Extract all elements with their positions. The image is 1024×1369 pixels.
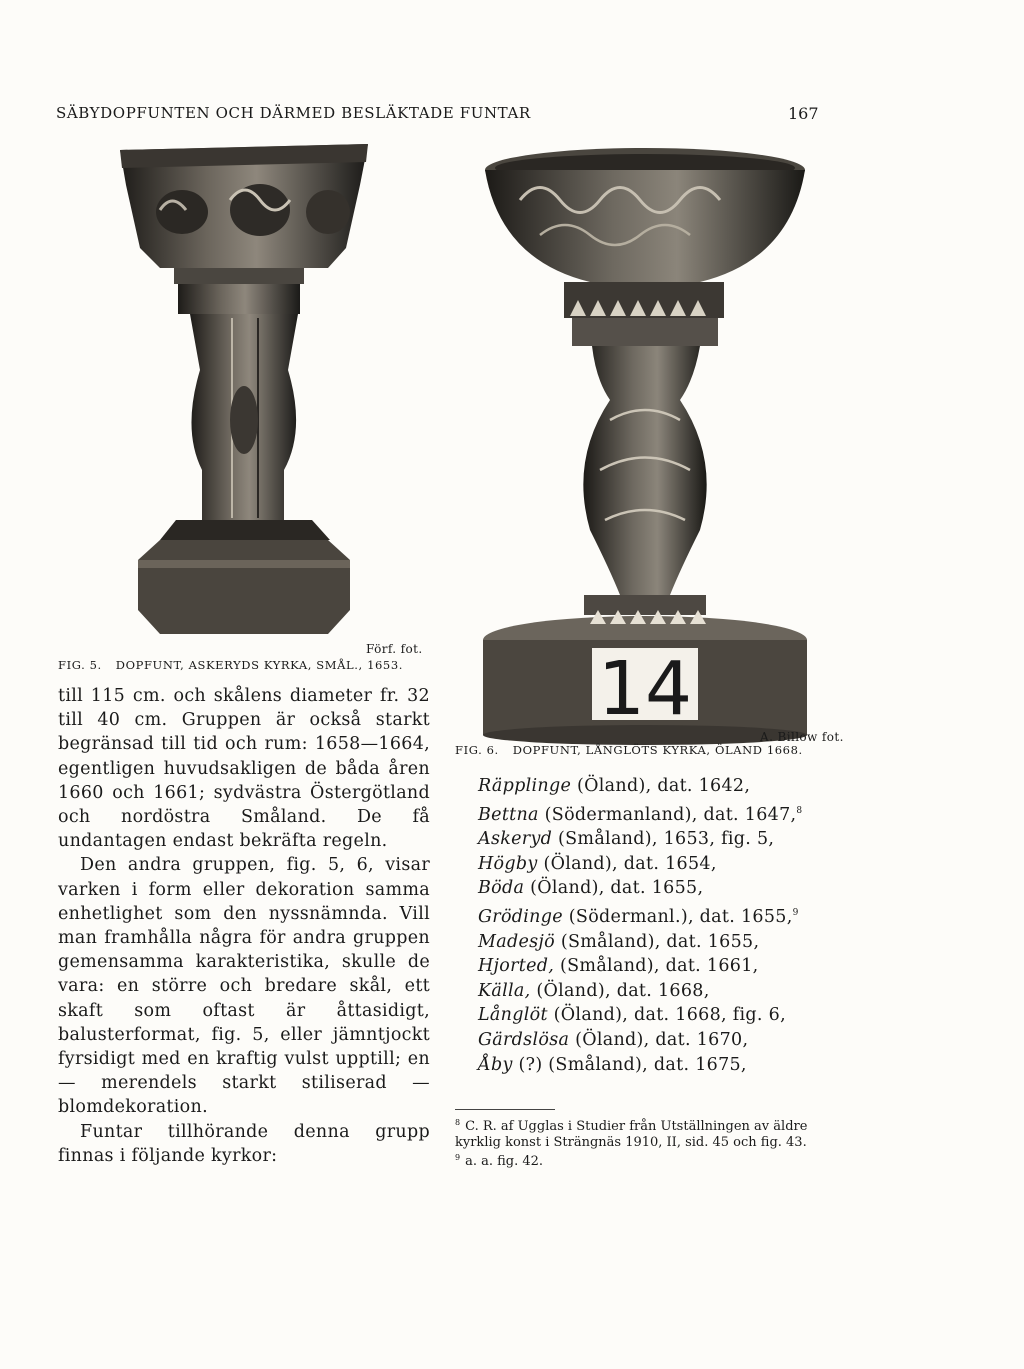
figure-6-caption (455, 743, 803, 757)
list-item (478, 876, 838, 901)
figure-6-credit: A. Billow fot. (760, 730, 844, 744)
church-name: Grödinge (478, 906, 563, 927)
figure-5-caption-text: DOPFUNT, ASKERYDS KYRKA, SMÅL., 1653. (115, 658, 403, 672)
footnote-rule (455, 1109, 555, 1110)
list-item (478, 774, 838, 799)
church-name: Högby (478, 853, 538, 874)
page-number: 167 (788, 104, 819, 123)
list-item (478, 954, 838, 979)
figure-5-photo (120, 140, 368, 638)
church-name: Källa, (478, 980, 531, 1001)
figure-5-caption (58, 658, 403, 672)
list-item (478, 930, 838, 955)
church-name: Madesjö (478, 931, 555, 952)
list-item (478, 827, 838, 852)
church-detail: (Öland), dat. 1670, (569, 1029, 749, 1050)
figure-6-photo (480, 140, 810, 745)
church-detail: (Öland), dat. 1654, (537, 853, 717, 874)
church-detail: (Småland), 1653, fig. 5, (552, 829, 775, 850)
list-item (478, 852, 838, 877)
numbered-label: 14 (597, 646, 693, 732)
church-name: Långlöt (478, 1005, 548, 1026)
church-detail: (Södermanland), dat. 1647, (538, 804, 797, 825)
church-detail: (Öland), dat. 1655, (524, 878, 704, 899)
church-name: Räpplinge (478, 776, 572, 796)
church-name: Böda (478, 878, 525, 899)
church-detail: (Småland), dat. 1661, (554, 956, 759, 977)
footnote-ref: 8 (796, 805, 803, 816)
church-detail: (Södermanl.), dat. 1655, (562, 906, 793, 927)
church-list (478, 774, 838, 1077)
body-paragraph-3: Funtar tillhörande denna grupp finnas i följande kyrkor: (58, 1121, 430, 1166)
church-detail: (Småland), dat. 1655, (554, 931, 760, 952)
footnote-mark: 8 (455, 1118, 461, 1127)
church-name: Gärdslösa (478, 1029, 570, 1050)
church-name: Hjorted, (478, 956, 555, 977)
list-item (478, 799, 838, 828)
church-name: Bettna (478, 804, 539, 825)
church-name: Åby (478, 1054, 513, 1075)
running-title: SÄBYDOPFUNTEN OCH DÄRMED BESLÄKTADE FUNTAR (56, 104, 531, 122)
footnotes (455, 1115, 835, 1170)
footnote-ref: 9 (792, 907, 799, 918)
figure-6-caption-text: DOPFUNT, LÅNGLÖTS KYRKA, ÖLAND 1668. (512, 743, 803, 757)
body-paragraph-1: till 115 cm. och skålens diameter fr. 32 till 40 cm. Gruppen är också starkt begränsad till tid och rum: 1658—1664, egentligen huvudsakligen de båda åren 1660 och 1661; sydvästra Östergötland och nordöstra Småland. De få undantagen endast bekräfta regeln. (58, 686, 430, 852)
figure-6-number: FIG. 6. (455, 743, 499, 757)
footnote-mark: 9 (455, 1153, 461, 1163)
figure-5-credit: Förf. fot. (366, 642, 423, 656)
church-name: Askeryd (478, 829, 553, 850)
list-item (478, 1053, 838, 1078)
footnote (455, 1115, 835, 1150)
list-item (478, 1028, 838, 1053)
church-detail: (Öland), dat. 1668, fig. 6, (547, 1005, 786, 1026)
church-detail: (Öland), dat. 1668, (530, 980, 710, 1001)
body-text (58, 684, 430, 1168)
list-item (478, 901, 838, 930)
church-detail: (?) (Småland), dat. 1675, (512, 1054, 747, 1075)
footnote-text: a. a. fig. 42. (465, 1154, 544, 1170)
list-item (478, 979, 838, 1004)
footnote (455, 1150, 835, 1170)
church-detail: (Öland), dat. 1642, (571, 776, 751, 796)
figure-5-number: FIG. 5. (58, 658, 102, 672)
footnote-text: C. R. af Ugglas i Studier från Utställningen av äldre kyrklig konst i Strängnäs 1910, II, sid. 45 och fig. 43. (455, 1119, 808, 1150)
list-item (478, 1003, 838, 1028)
body-paragraph-2: Den andra gruppen, fig. 5, 6, visar varken i form eller dekoration samma enhetlighet som den nyssnämnda. Vill man framhålla några för andra gruppen gemensamma karakteristika, skulle de vara: en större och bredare skål, ett skaft som oftast är åttasidigt, balusterformat, fig. 5, eller jämntjockt fyrsidigt med en kraftig vulst upptill; en — merendels starkt stiliserad — blomdekoration. (58, 855, 430, 1118)
